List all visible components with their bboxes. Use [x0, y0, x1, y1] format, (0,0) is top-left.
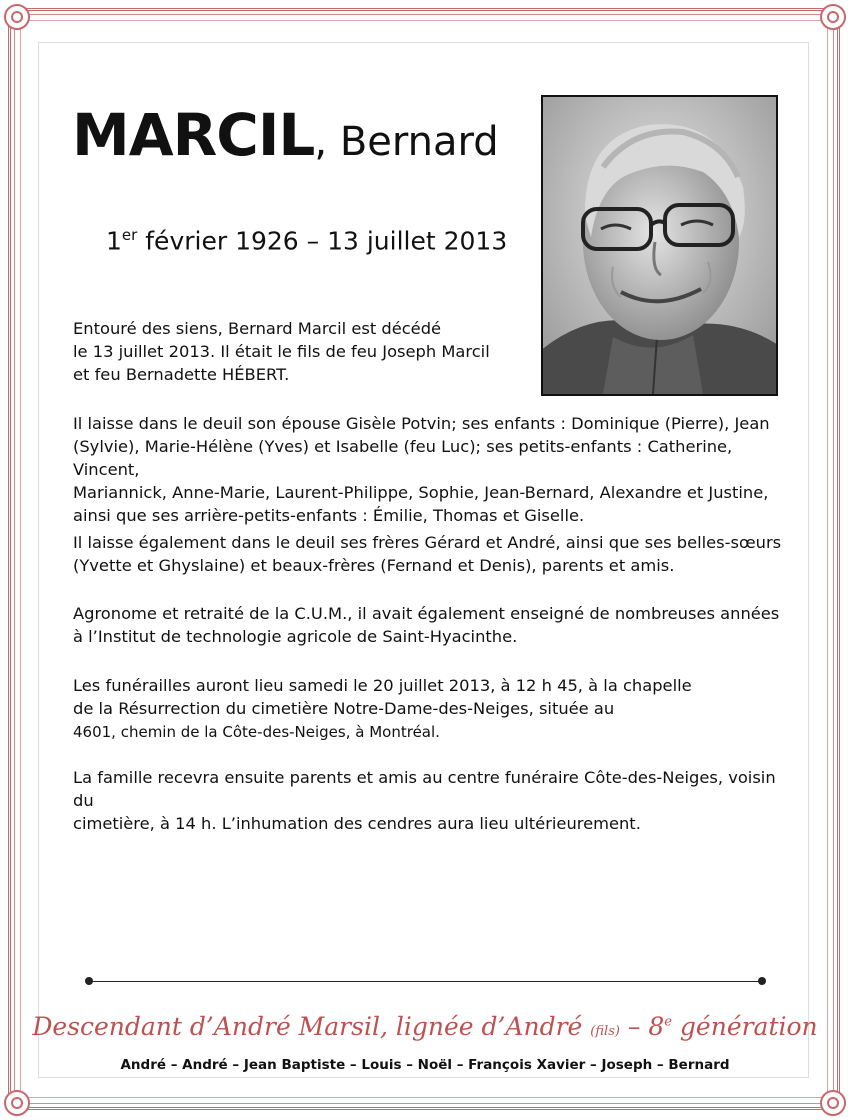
paragraph-reception: La famille recevra ensuite parents et amis au centre funéraire Côte-des-Neiges, voisin du cimetière, à 14 h. L’inhumation des cendres aura lieu ultérieurement.: [73, 768, 776, 833]
deceased-name: [72, 100, 499, 177]
paragraph-family: Il laisse dans le deuil son épouse Gisèle Potvin; ses enfants : Dominique (Pierre), Jean (Sylvie), Marie-Hélène (Yves) et Isabelle (feu Luc); ses petits-enfants : Catherine, Vincent, Mariannick, Anne-Marie, Laurent-Philippe, Sophie, Jean-Bernard, Alexandre et Justine, ainsi que ses arrière-petits-enfants : Émilie, Thomas et Giselle.: [73, 414, 770, 525]
name-separator: ,: [314, 119, 328, 165]
divider-dot-icon: [85, 977, 93, 985]
given-name: Bernard: [339, 119, 499, 165]
portrait-photo-icon: [543, 97, 776, 394]
paragraph-parents: Entouré des siens, Bernard Marcil est décédé le 13 juillet 2013. Il était le fils de feu Joseph Marcil et feu Bernadette HÉBERT.: [73, 319, 490, 384]
corner-ornament-icon: [820, 1090, 846, 1116]
lineage-title: Descendant d’André Marsil, lignée d’André (fils) – 8e génération: [32, 1012, 818, 1041]
corner-ornament-icon: [4, 4, 30, 30]
paragraph-career: Agronome et retraité de la C.U.M., il avait également enseigné de nombreuses années à l’Institut de technologie agricole de Saint-Hyacinthe.: [73, 604, 780, 646]
divider-dot-icon: [758, 977, 766, 985]
surname: MARCIL: [72, 101, 315, 169]
paragraph-siblings: Il laisse également dans le deuil ses frères Gérard et André, ainsi que ses belles-sœurs (Yvette et Ghyslaine) et beaux-frères (Fernand et Denis), parents et amis.: [73, 533, 782, 575]
paragraph-funeral: Les funérailles auront lieu samedi le 20 juillet 2013, à 12 h 45, à la chapelle de la Résurrection du cimetière Notre-Dame-des-Neiges, située au 4601, chemin de la Côte-des-Neiges, à Montréal.: [73, 676, 692, 741]
ancestor-list: André – André – Jean Baptiste – Louis – Noël – François Xavier – Joseph – Bernard: [120, 1057, 730, 1073]
footer-divider: [88, 981, 762, 982]
corner-ornament-icon: [820, 4, 846, 30]
life-dates: 1er février 1926 – 13 juillet 2013: [106, 226, 508, 256]
portrait-photo: [541, 95, 778, 396]
corner-ornament-icon: [4, 1090, 30, 1116]
